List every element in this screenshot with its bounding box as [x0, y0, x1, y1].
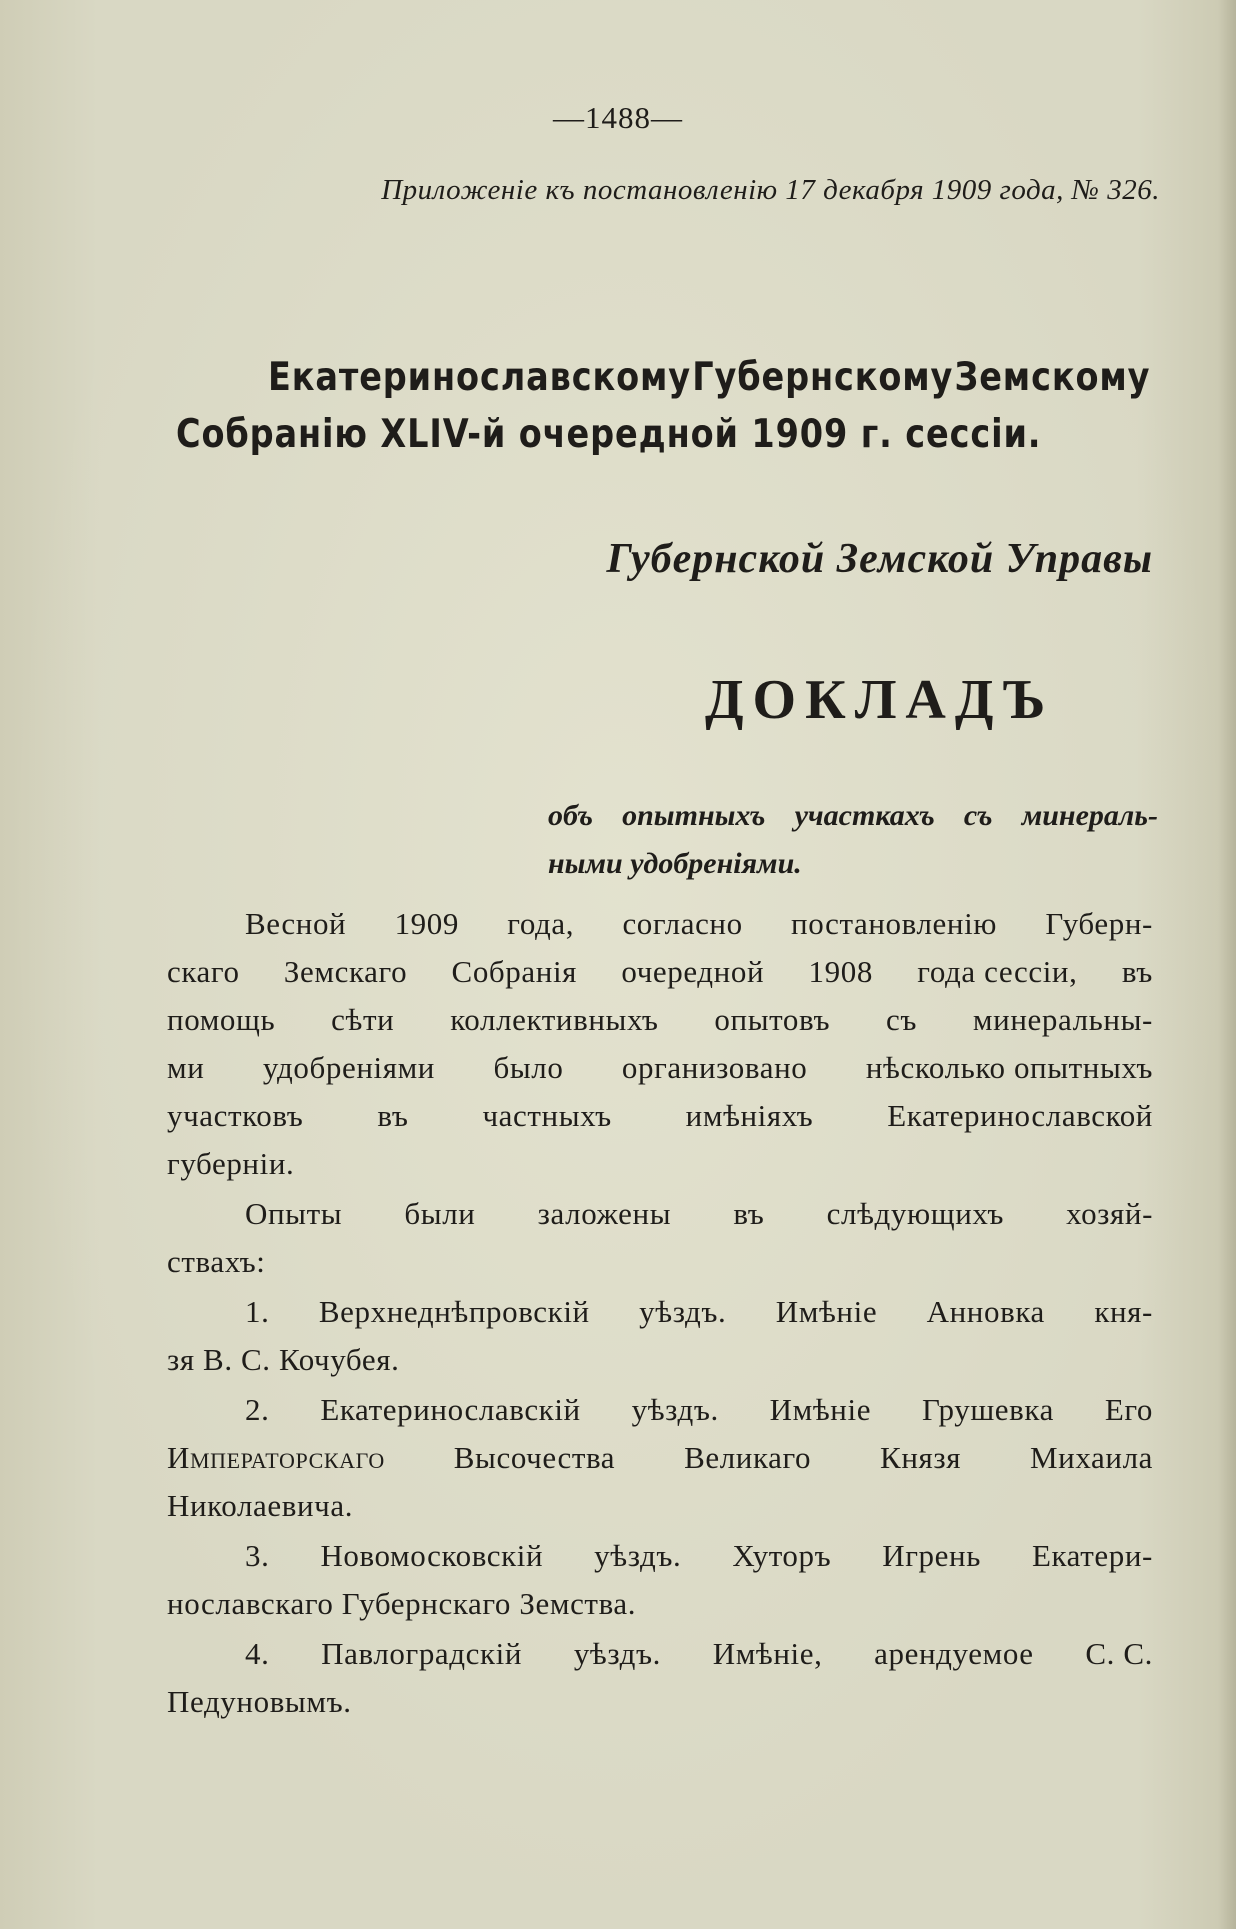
text-row	[167, 900, 1153, 948]
list-item	[167, 1532, 1153, 1628]
text-row	[167, 1044, 1153, 1092]
subject-word: участкахъ	[794, 799, 935, 832]
word: Земскаго	[283, 954, 408, 989]
word: Весной	[245, 906, 347, 941]
word: было	[493, 1050, 564, 1085]
word: опытовъ	[714, 1002, 831, 1037]
word: Грушевка	[921, 1392, 1054, 1427]
word: участковъ	[167, 1098, 304, 1133]
word: въ	[1121, 954, 1153, 989]
subject-word: опытныхъ	[622, 799, 766, 832]
word: Князя	[880, 1440, 962, 1475]
page-number: —1488—	[553, 100, 683, 135]
word: минеральны-	[972, 1002, 1153, 1037]
word: нѣсколько опытныхъ	[865, 1050, 1153, 1085]
word: ми	[167, 1050, 205, 1085]
text-row	[167, 1678, 1153, 1726]
word: Имѣніе	[769, 1392, 872, 1427]
word: 3.	[245, 1538, 270, 1573]
word: Михаила	[1029, 1440, 1153, 1475]
address-word: Екатеринославскому	[268, 355, 691, 400]
word: 1908	[808, 954, 873, 989]
word: согласно	[622, 906, 743, 941]
word: имѣніяхъ	[685, 1098, 814, 1133]
word: Павлоградскій	[321, 1636, 523, 1671]
word: ствахъ:	[167, 1244, 266, 1279]
word: Анновка	[926, 1294, 1045, 1329]
word: Его	[1104, 1392, 1153, 1427]
word: 2.	[245, 1392, 270, 1427]
word: уѣздъ.	[631, 1392, 719, 1427]
address-word: Земскому	[954, 355, 1151, 400]
word: Имѣніе,	[712, 1636, 823, 1671]
word: 1.	[245, 1294, 270, 1329]
text-row	[167, 1434, 1153, 1482]
report-title: ДОКЛАДЪ	[705, 669, 1055, 731]
word: организовано	[621, 1050, 808, 1085]
word: въ	[377, 1098, 409, 1133]
word: Екатеринославскій	[320, 1392, 581, 1427]
text-row	[167, 1190, 1153, 1238]
from-line: Губернской Земской Управы	[606, 536, 1153, 582]
text-row	[167, 1532, 1153, 1580]
word: заложены	[537, 1196, 672, 1231]
text-row	[167, 948, 1153, 996]
list-item	[167, 1386, 1153, 1530]
address-word: Губернскому	[692, 355, 954, 400]
word: Педуновымъ.	[167, 1684, 352, 1719]
text-row	[167, 1092, 1153, 1140]
word: Екатери-	[1031, 1538, 1153, 1573]
word: арендуемое	[874, 1636, 1034, 1671]
list-item	[167, 1288, 1153, 1384]
word: частныхъ	[482, 1098, 612, 1133]
subject-word: минераль-	[1021, 799, 1158, 832]
paragraph-2	[167, 1190, 1153, 1286]
word: съ	[886, 1002, 917, 1037]
word: зя В. С. Кочубея.	[167, 1342, 400, 1377]
word: Игрень	[882, 1538, 981, 1573]
word: 1909	[394, 906, 459, 941]
word: уѣздъ.	[594, 1538, 682, 1573]
text-row	[167, 1140, 1153, 1188]
word: помощь	[167, 1002, 276, 1037]
subject-word: съ	[963, 799, 993, 832]
word: уѣздъ.	[639, 1294, 727, 1329]
address-line-2: Собранію XLIV-й очередной 1909 г. сессіи.	[176, 412, 1042, 457]
word: хозяй-	[1066, 1196, 1153, 1231]
text-row	[167, 1386, 1153, 1434]
word: постановленію	[791, 906, 998, 941]
word: года сессіи,	[917, 954, 1078, 989]
word: губерніи.	[167, 1146, 295, 1181]
word: сѣти	[331, 1002, 395, 1037]
word: коллективныхъ	[450, 1002, 659, 1037]
word: нославскаго Губернскаго Земства.	[167, 1586, 637, 1621]
word: Николаевича.	[167, 1488, 354, 1523]
text-row	[167, 1482, 1153, 1530]
word: Новомосковскій	[320, 1538, 544, 1573]
subject-line-2: ными удобреніями.	[548, 847, 802, 880]
word: 4.	[245, 1636, 270, 1671]
report-subject	[548, 792, 1158, 888]
word: кня-	[1094, 1294, 1153, 1329]
text-row	[167, 996, 1153, 1044]
word: удобреніями	[262, 1050, 435, 1085]
word: Великаго	[684, 1440, 812, 1475]
word: С. С.	[1085, 1636, 1153, 1671]
word: Императорскаго	[167, 1440, 385, 1475]
subject-word: объ	[548, 799, 594, 832]
word: года,	[507, 906, 575, 941]
word: Верхнеднѣпровскій	[318, 1294, 590, 1329]
text-row	[167, 1238, 1153, 1286]
word: Собранія	[451, 954, 578, 989]
body-text	[167, 900, 1153, 1726]
text-row	[167, 1630, 1153, 1678]
word: въ	[733, 1196, 765, 1231]
appendix-note: Приложеніе къ постановленію 17 декабря 1909 года, № 326.	[381, 174, 1160, 206]
text-row	[167, 1336, 1153, 1384]
word: Хуторъ	[732, 1538, 832, 1573]
text-row	[167, 1288, 1153, 1336]
word: Губерн-	[1045, 906, 1153, 941]
text-row	[167, 1580, 1153, 1628]
word: Имѣніе	[775, 1294, 878, 1329]
word: Высочества	[453, 1440, 616, 1475]
word: Опыты	[245, 1196, 343, 1231]
word: скаго	[167, 954, 240, 989]
word: слѣдующихъ	[826, 1196, 1004, 1231]
word: очередной	[621, 954, 765, 989]
address-line-1	[268, 355, 1150, 400]
list-item	[167, 1630, 1153, 1726]
word: уѣздъ.	[573, 1636, 661, 1671]
paragraph-1	[167, 900, 1153, 1188]
page-edge-shadow	[1218, 0, 1236, 1929]
subject-line-1	[548, 792, 1158, 840]
word: Екатеринославской	[887, 1098, 1153, 1133]
word: были	[404, 1196, 476, 1231]
